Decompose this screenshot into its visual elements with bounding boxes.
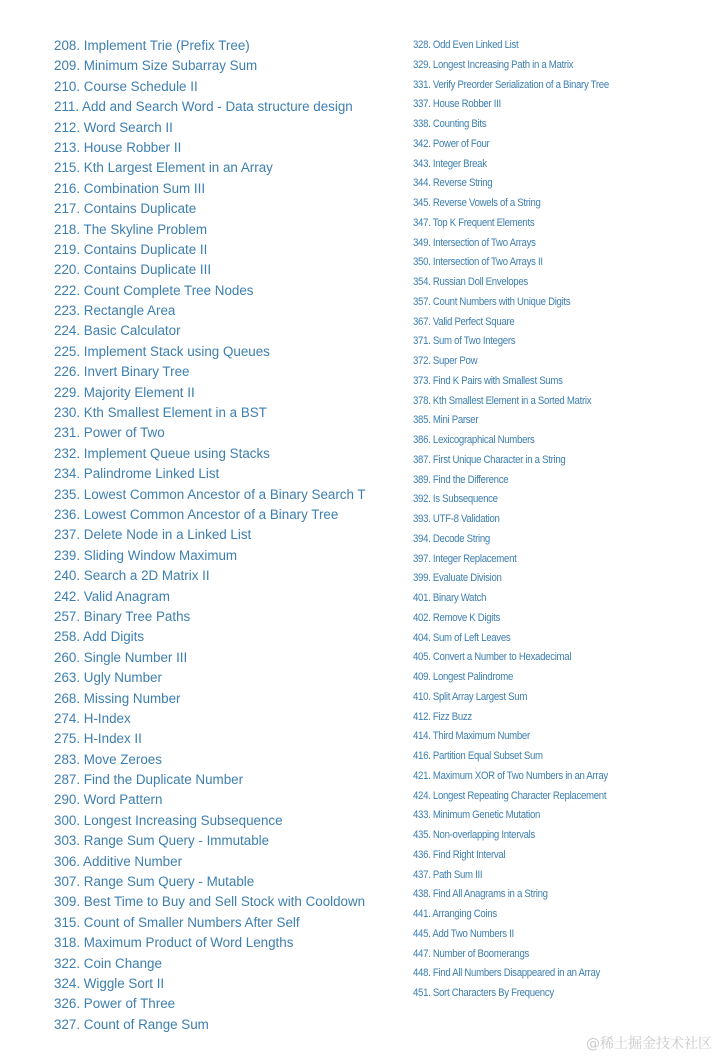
problem-link[interactable]: 208. Implement Trie (Prefix Tree): [54, 38, 250, 53]
problem-link[interactable]: 224. Basic Calculator: [54, 323, 181, 339]
problem-link[interactable]: 242. Valid Anagram: [54, 588, 170, 604]
problem-link[interactable]: 416. Partition Equal Subset Sum: [413, 750, 543, 762]
problem-link[interactable]: 290. Word Pattern: [54, 792, 163, 808]
problem-link[interactable]: 342. Power of Four: [413, 137, 490, 150]
problem-link[interactable]: 211. Add and Search Word - Data structure design: [54, 99, 353, 115]
problem-link[interactable]: 309. Best Time to Buy and Sell Stock with Cooldown: [54, 894, 366, 910]
problem-link[interactable]: 300. Longest Increasing Subsequence: [54, 812, 283, 828]
problem-link[interactable]: 220. Contains Duplicate III: [54, 262, 212, 278]
problem-link[interactable]: 445. Add Two Numbers II: [413, 927, 514, 940]
problem-link[interactable]: 327. Count of Range Sum: [54, 1016, 209, 1032]
problem-link[interactable]: 414. Third Maximum Number: [413, 730, 530, 743]
problem-link[interactable]: 349. Intersection of Two Arrays: [413, 236, 536, 249]
problem-link[interactable]: 216. Combination Sum III: [54, 180, 206, 196]
problem-link[interactable]: 337. House Robber III: [413, 98, 501, 111]
problem-link[interactable]: 328. Odd Even Linked List: [413, 39, 519, 51]
problem-link[interactable]: 329. Longest Increasing Path in a Matrix: [413, 58, 574, 71]
problem-link[interactable]: 303. Range Sum Query - Immutable: [54, 833, 270, 849]
problem-link[interactable]: 230. Kth Smallest Element in a BST: [54, 405, 267, 421]
problem-link[interactable]: 322. Coin Change: [54, 955, 162, 971]
problem-link[interactable]: 409. Longest Palindrome: [413, 671, 514, 683]
problem-link[interactable]: 424. Longest Repeating Character Replacement: [413, 789, 607, 802]
problem-link[interactable]: 222. Count Complete Tree Nodes: [54, 282, 254, 298]
problem-link[interactable]: 387. First Unique Character in a String: [413, 453, 566, 466]
problem-link[interactable]: 219. Contains Duplicate II: [54, 241, 208, 257]
problem-link[interactable]: 338. Counting Bits: [413, 118, 487, 130]
problem-link[interactable]: 209. Minimum Size Subarray Sum: [54, 58, 258, 74]
problem-link[interactable]: 268. Missing Number: [54, 690, 181, 706]
problem-link[interactable]: 393. UTF-8 Validation: [413, 513, 500, 525]
problem-link[interactable]: 433. Minimum Genetic Mutation: [413, 809, 541, 822]
problem-link[interactable]: 343. Integer Break: [413, 157, 487, 170]
problem-link[interactable]: 239. Sliding Window Maximum: [54, 547, 238, 563]
problem-link[interactable]: 218. The Skyline Problem: [54, 221, 208, 237]
problem-link[interactable]: 401. Binary Watch: [413, 592, 487, 604]
problem-link[interactable]: 318. Maximum Product of Word Lengths: [54, 935, 294, 951]
problem-link[interactable]: 354. Russian Doll Envelopes: [413, 276, 528, 288]
problem-link[interactable]: 315. Count of Smaller Numbers After Self: [54, 914, 300, 930]
problem-link[interactable]: 345. Reverse Vowels of a String: [413, 197, 541, 209]
problem-link[interactable]: 421. Maximum XOR of Two Numbers in an Array: [413, 769, 608, 782]
problem-link[interactable]: 412. Fizz Buzz: [413, 710, 472, 723]
problem-link[interactable]: 260. Single Number III: [54, 649, 188, 665]
problem-link[interactable]: 399. Evaluate Division: [413, 572, 502, 585]
problem-link[interactable]: 441. Arranging Coins: [413, 908, 497, 920]
problem-link[interactable]: 371. Sum of Two Integers: [413, 335, 516, 348]
problem-link[interactable]: 212. Word Search II: [54, 119, 173, 135]
problem-link[interactable]: 436. Find Right Interval: [413, 848, 506, 861]
watermark: @稀土掘金技术社区: [586, 1036, 712, 1052]
problem-link[interactable]: 236. Lowest Common Ancestor of a Binary Tree: [54, 506, 339, 522]
problem-link[interactable]: 394. Decode String: [413, 532, 490, 545]
problem-link[interactable]: 344. Reverse String: [413, 177, 493, 190]
problem-list-left: [54, 36, 366, 1035]
problem-link[interactable]: 386. Lexicographical Numbers: [413, 434, 535, 446]
problem-link[interactable]: 435. Non-overlapping Intervals: [413, 829, 536, 841]
problem-list-right: [413, 36, 713, 1004]
problem-link[interactable]: 231. Power of Two: [54, 425, 165, 441]
problem-link[interactable]: 217. Contains Duplicate: [54, 201, 197, 217]
problem-link[interactable]: 448. Find All Numbers Disappeared in an Array: [413, 967, 601, 980]
problem-link[interactable]: 331. Verify Preorder Serialization of a Binary Tree: [413, 78, 609, 91]
problem-link[interactable]: 350. Intersection of Two Arrays II: [413, 256, 543, 269]
problem-link[interactable]: 405. Convert a Number to Hexadecimal: [413, 651, 572, 664]
problem-link[interactable]: 226. Invert Binary Tree: [54, 364, 190, 380]
problem-link[interactable]: 307. Range Sum Query - Mutable: [54, 874, 255, 890]
problem-link[interactable]: 404. Sum of Left Leaves: [413, 631, 511, 644]
problem-link[interactable]: 275. H-Index II: [54, 731, 142, 747]
problem-link[interactable]: 367. Valid Perfect Square: [413, 315, 515, 328]
problem-link[interactable]: 240. Search a 2D Matrix II: [54, 568, 210, 584]
problem-link[interactable]: 402. Remove K Digits: [413, 611, 501, 624]
problem-link[interactable]: 437. Path Sum III: [413, 868, 483, 881]
problem-link[interactable]: 213. House Robber II: [54, 139, 182, 155]
problem-link[interactable]: 237. Delete Node in a Linked List: [54, 527, 252, 543]
problem-link[interactable]: 438. Find All Anagrams in a String: [413, 888, 548, 901]
problem-link[interactable]: 410. Split Array Largest Sum: [413, 690, 528, 703]
problem-link[interactable]: 210. Course Schedule II: [54, 78, 198, 94]
problem-link[interactable]: 324. Wiggle Sort II: [54, 975, 165, 991]
problem-link[interactable]: 306. Additive Number: [54, 853, 183, 869]
problem-link[interactable]: 373. Find K Pairs with Smallest Sums: [413, 374, 563, 387]
problem-link[interactable]: 357. Count Numbers with Unique Digits: [413, 295, 571, 308]
problem-link[interactable]: 225. Implement Stack using Queues: [54, 343, 270, 359]
problem-link[interactable]: 378. Kth Smallest Element in a Sorted Matrix: [413, 394, 592, 407]
problem-link[interactable]: 235. Lowest Common Ancestor of a Binary Search T: [54, 486, 366, 502]
problem-link[interactable]: 258. Add Digits: [54, 629, 145, 645]
problem-link[interactable]: 392. Is Subsequence: [413, 493, 498, 506]
problem-link[interactable]: 447. Number of Boomerangs: [413, 947, 530, 960]
problem-link[interactable]: 263. Ugly Number: [54, 670, 162, 686]
problem-link[interactable]: 326. Power of Three: [54, 996, 176, 1012]
problem-link[interactable]: 283. Move Zeroes: [54, 751, 162, 767]
problem-link[interactable]: 274. H-Index: [54, 710, 131, 726]
problem-link[interactable]: 234. Palindrome Linked List: [54, 466, 220, 482]
problem-link[interactable]: 397. Integer Replacement: [413, 552, 517, 565]
problem-link[interactable]: 451. Sort Characters By Frequency: [413, 987, 554, 999]
problem-link[interactable]: 347. Top K Frequent Elements: [413, 216, 535, 229]
problem-link[interactable]: 257. Binary Tree Paths: [54, 608, 191, 624]
problem-link[interactable]: 215. Kth Largest Element in an Array: [54, 160, 273, 176]
problem-link[interactable]: 385. Mini Parser: [413, 414, 479, 427]
problem-link[interactable]: 389. Find the Difference: [413, 473, 509, 486]
problem-link[interactable]: 229. Majority Element II: [54, 384, 195, 400]
problem-link[interactable]: 223. Rectangle Area: [54, 303, 176, 319]
problem-link[interactable]: 232. Implement Queue using Stacks: [54, 445, 270, 461]
problem-link[interactable]: 287. Find the Duplicate Number: [54, 772, 244, 788]
problem-link[interactable]: 372. Super Pow: [413, 355, 478, 367]
